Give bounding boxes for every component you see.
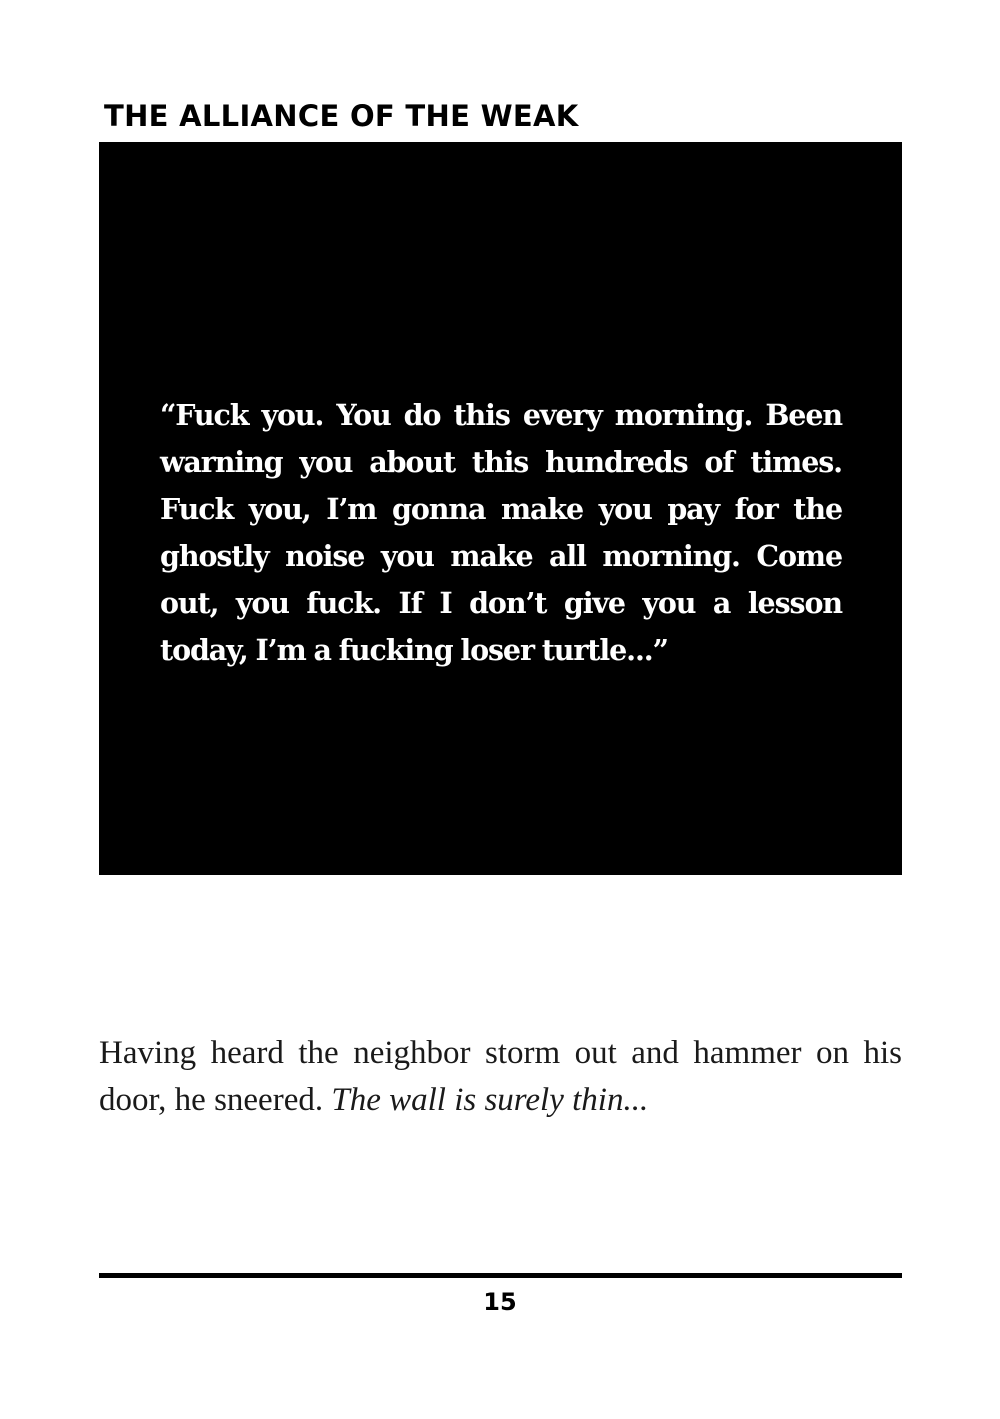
page-number: 15	[483, 1288, 517, 1316]
running-title: THE ALLIANCE OF THE WEAK	[104, 99, 579, 133]
footer-rule	[99, 1273, 902, 1278]
dialogue-quote: “Fuck you. You do this every morning. Been warning you about this hundreds of times. Fuck you, I’m gonna make you pay for the ghostly noise you make all morning. Come out, you fuck. If I don’t give you a lesson today, I’m a fucking loser turtle...”	[160, 398, 842, 667]
black-panel	[99, 142, 902, 875]
narration-text: Having heard the neighbor storm out and hammer on his door, he sneered.	[99, 1035, 902, 1118]
narration-italic-thought: The wall is surely thin...	[331, 1082, 649, 1118]
narration-paragraph	[99, 1030, 902, 1124]
